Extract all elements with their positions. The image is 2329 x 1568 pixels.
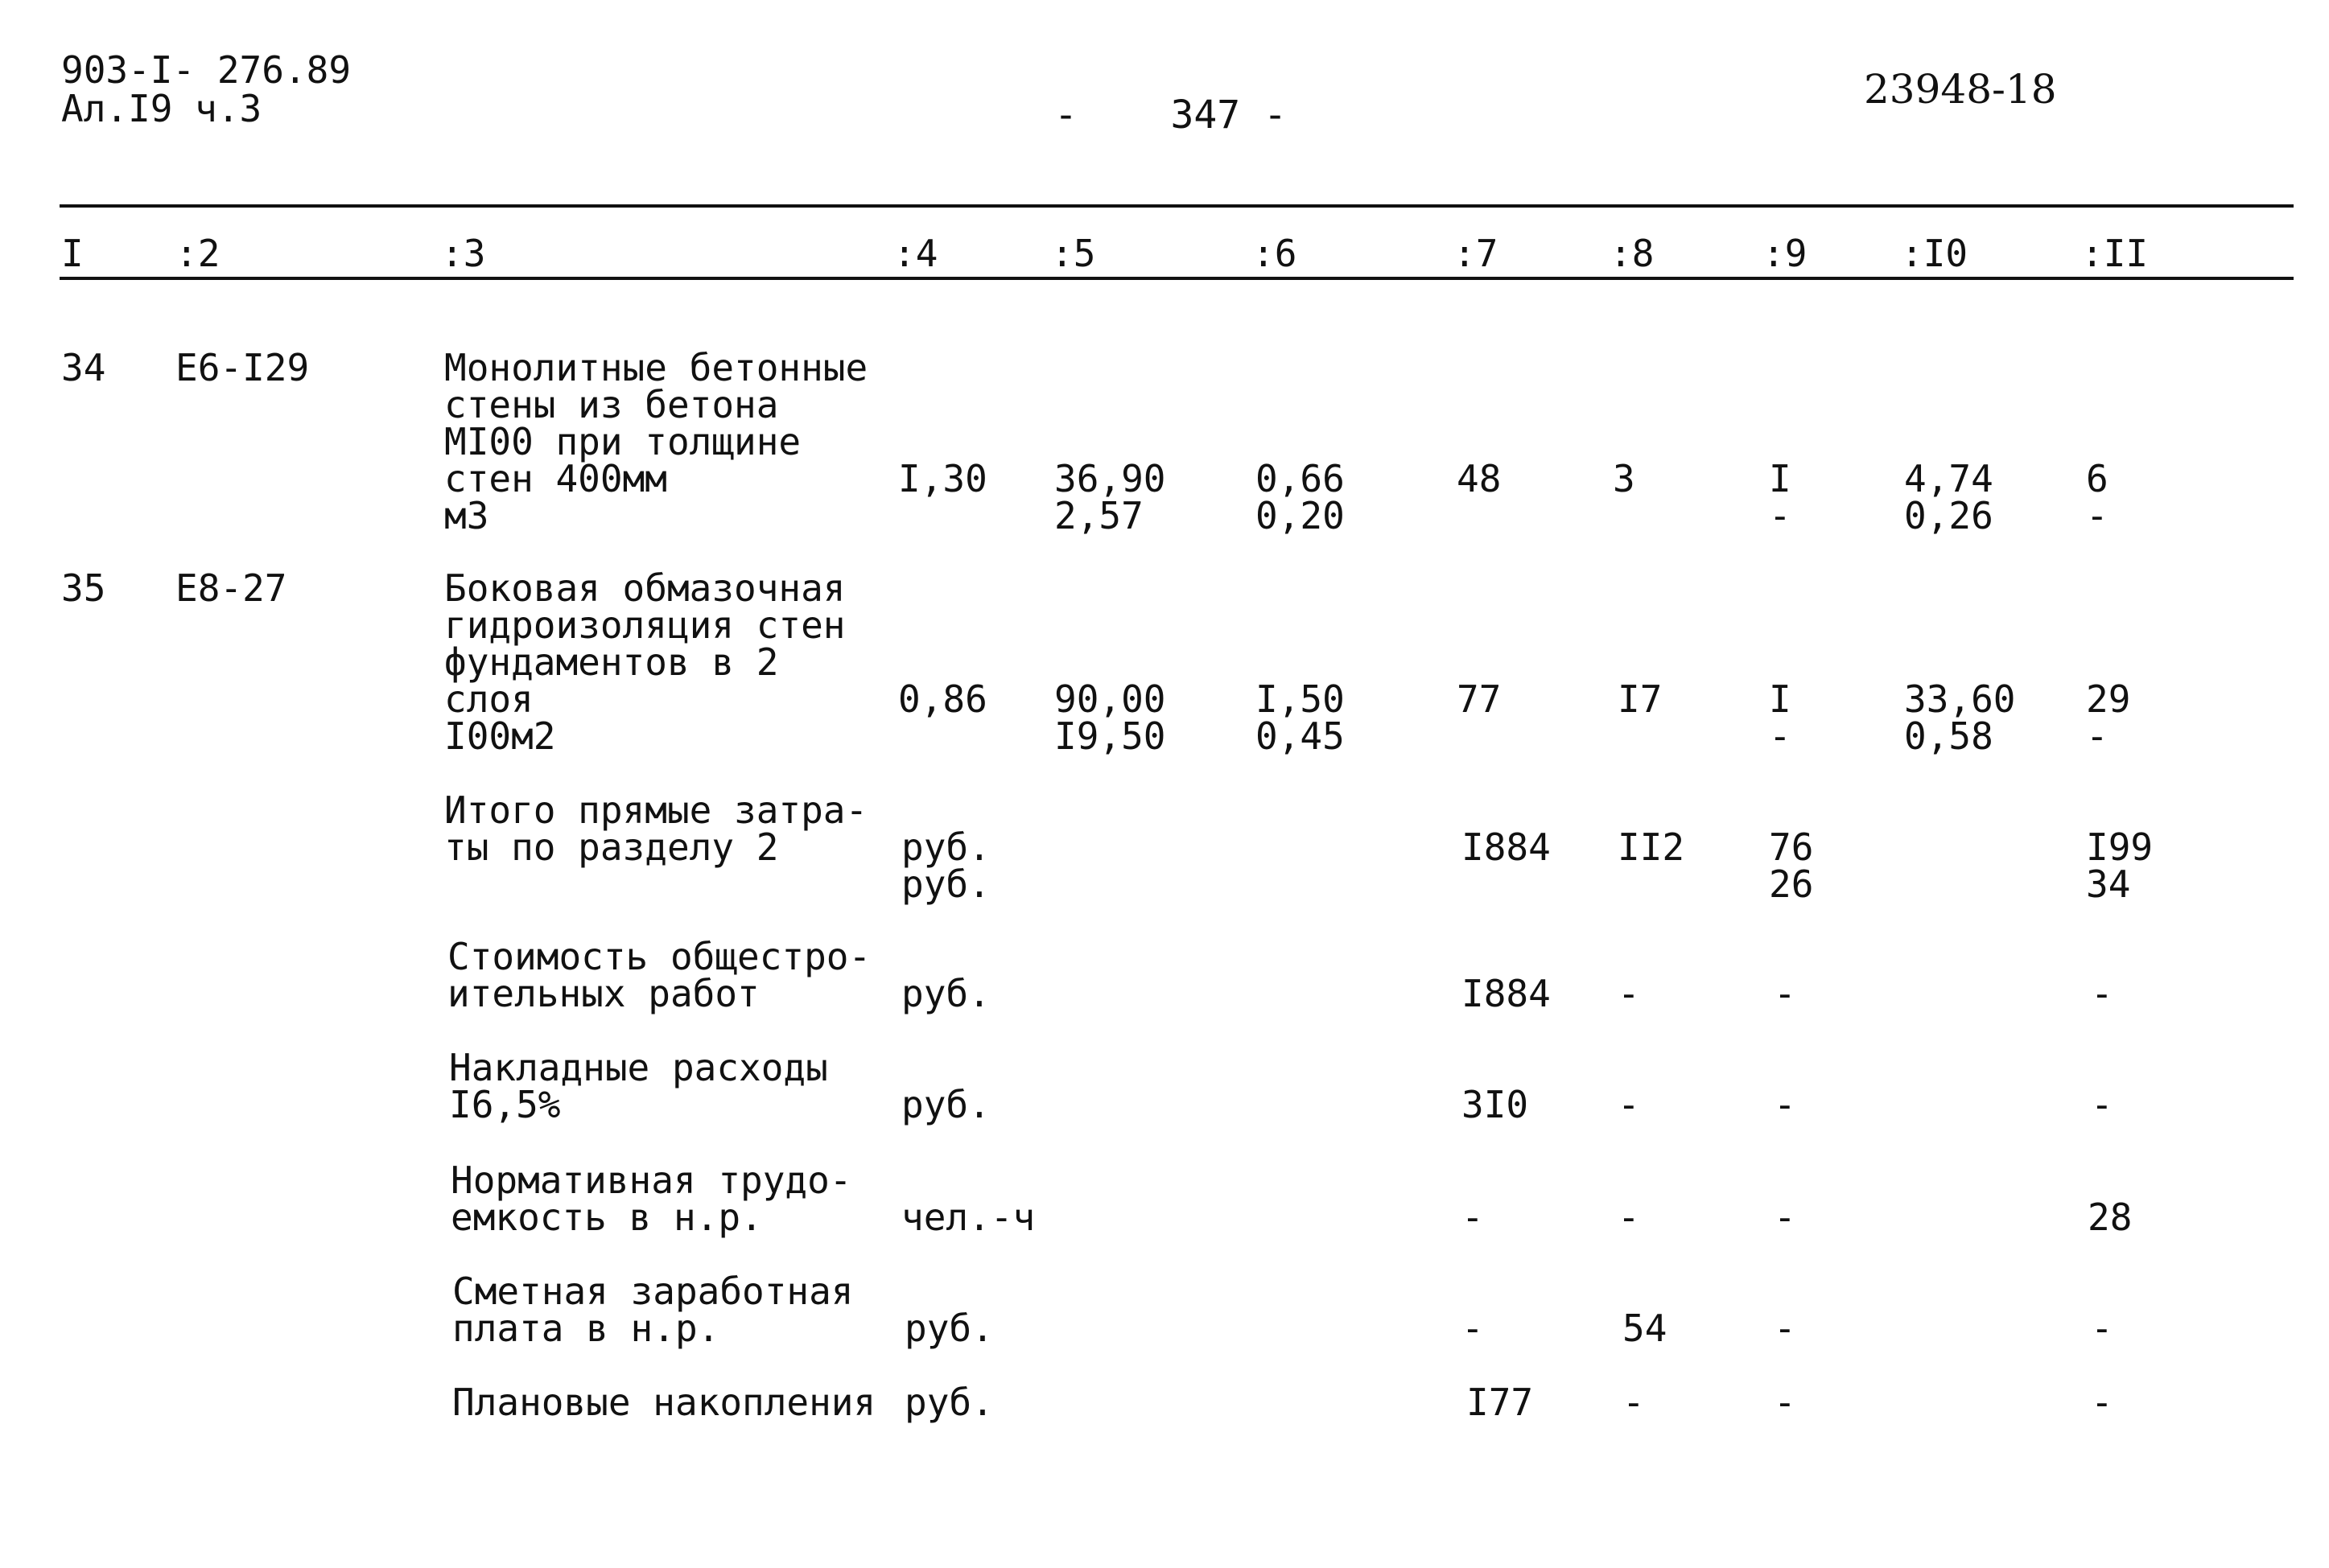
summary-label: Накладные расходы I6,5%	[449, 1046, 828, 1126]
summary-col8: 54	[1622, 1307, 1667, 1350]
summary-unit: руб.	[901, 972, 991, 1015]
summary-unit: руб.	[905, 1307, 994, 1350]
table-top-rule	[60, 204, 2294, 208]
column-header-2: :2	[175, 232, 221, 275]
summary-col7: 3I0	[1461, 1083, 1529, 1126]
col5-value: 90,00 I9,50	[1054, 677, 1166, 758]
summary-col9: -	[1774, 1307, 1796, 1350]
col10-value: 33,60 0,58	[1904, 677, 2016, 758]
summary-col8: -	[1618, 1196, 1640, 1239]
column-header-10: :I0	[1901, 232, 1968, 275]
summary-col11: -	[2091, 972, 2113, 1015]
summary-col11: -	[2091, 1381, 2113, 1424]
col5-value: 36,90 2,57	[1054, 457, 1166, 537]
page-number: - 347 -	[1054, 93, 1287, 138]
summary-col9: -	[1774, 1381, 1796, 1424]
summary-col8: -	[1618, 972, 1640, 1015]
column-header-11: :II	[2081, 232, 2149, 275]
summary-label: Сметная заработная плата в н.р.	[452, 1270, 854, 1350]
summary-label: Нормативная трудо- емкость в н.р.	[451, 1159, 852, 1239]
summary-col11: -	[2091, 1083, 2113, 1126]
rate-code: Е6-I29	[175, 346, 310, 389]
work-description: Монолитные бетонные стены из бетона МI00 при толщине стен 400мм м3	[444, 346, 868, 537]
quantity: 0,86	[898, 677, 987, 721]
row-number: 34	[61, 346, 106, 389]
summary-col8: -	[1618, 1083, 1640, 1126]
document-code: 903-I- 276.89	[61, 48, 352, 92]
summary-label: Плановые накопления	[452, 1381, 876, 1424]
col11-value: 6 -	[2086, 457, 2108, 537]
summary-col11: I99 34	[2086, 825, 2154, 906]
summary-col9: -	[1774, 1083, 1796, 1126]
col7-value: 48	[1457, 457, 1502, 500]
summary-col7: I884	[1461, 972, 1551, 1015]
album-reference: Ал.I9 ч.3	[61, 87, 262, 130]
summary-col11: -	[2091, 1307, 2113, 1350]
column-header-6: :6	[1252, 232, 1297, 275]
summary-col7: I77	[1466, 1381, 1534, 1424]
summary-col8: II2	[1618, 825, 1685, 869]
summary-label: Стоимость общестро- ительных работ	[447, 935, 872, 1015]
summary-label: Итого прямые затра- ты по разделу 2	[444, 788, 868, 869]
col8-value: 3	[1613, 457, 1635, 500]
col7-value: 77	[1457, 677, 1502, 721]
work-description: Боковая обмазочная гидроизоляция стен фундаментов в 2 слоя I00м2	[444, 566, 846, 758]
column-header-5: :5	[1051, 232, 1096, 275]
col6-value: 0,66 0,20	[1255, 457, 1345, 537]
table-header-rule	[60, 277, 2294, 280]
summary-col7: -	[1461, 1196, 1484, 1239]
column-header-8: :8	[1610, 232, 1655, 275]
summary-unit: руб.	[901, 1083, 991, 1126]
summary-col9: 76 26	[1769, 825, 1814, 906]
column-header-9: :9	[1762, 232, 1808, 275]
summary-col11: 28	[2088, 1196, 2133, 1239]
rate-code: Е8-27	[175, 566, 287, 610]
col9-value: I -	[1769, 677, 1791, 758]
column-header-4: :4	[893, 232, 938, 275]
col8-value: I7	[1618, 677, 1663, 721]
summary-col7: I884	[1461, 825, 1551, 869]
summary-col9: -	[1774, 1196, 1796, 1239]
column-header-3: :3	[441, 232, 486, 275]
col10-value: 4,74 0,26	[1904, 457, 1993, 537]
summary-unit: чел.-ч	[901, 1196, 1036, 1239]
handwritten-stamp: 23948-18	[1864, 66, 2057, 113]
quantity: I,30	[898, 457, 987, 500]
col9-value: I -	[1769, 457, 1791, 537]
col6-value: I,50 0,45	[1255, 677, 1345, 758]
column-header-1: I	[61, 232, 84, 275]
summary-unit: руб. руб.	[901, 825, 991, 906]
summary-col9: -	[1774, 972, 1796, 1015]
summary-col7: -	[1461, 1307, 1484, 1350]
row-number: 35	[61, 566, 106, 610]
summary-unit: руб.	[905, 1381, 994, 1424]
column-header-7: :7	[1453, 232, 1498, 275]
col11-value: 29 -	[2086, 677, 2131, 758]
summary-col8: -	[1622, 1381, 1645, 1424]
